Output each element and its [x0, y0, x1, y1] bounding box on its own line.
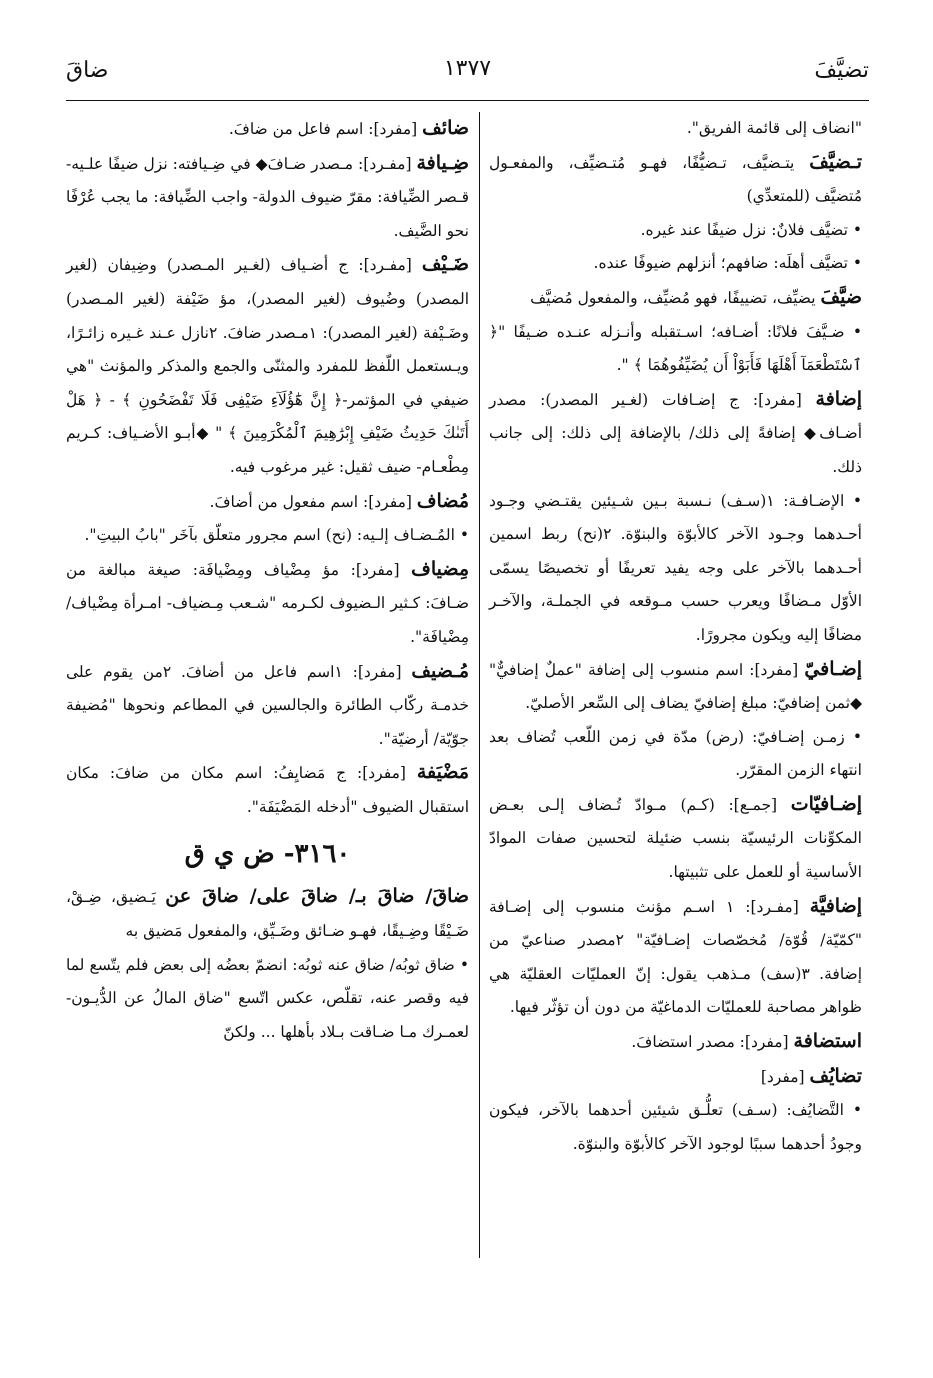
entry-headword: إضافيَّة: [809, 894, 862, 917]
entry-text: • التَّضايُف: (سـف) تعلُّـق شيئين أحدهما بالآخر، فيكون وجودُ أحدهما سببًا لوجود الآخر كالأبوّة والبنوّة.: [489, 1101, 862, 1153]
dictionary-entry: [489, 485, 862, 653]
entry-headword: مُضاف: [416, 489, 469, 512]
entry-headword: ضَـيْف: [421, 253, 469, 276]
dictionary-entry: [489, 112, 862, 146]
entry-headword: تضايُف: [809, 1064, 862, 1087]
dictionary-entry: [489, 1094, 862, 1161]
entry-text: • الإضـافـة: ١(سـف) نـسبة بـين شـيئين يقتـضي وجـود أحـدهما وجـود الآخر كالأبوّة والبنوّة. ٢(نح) ربط اسمين أحـدهما بالآخر على وجه يفيد تعريفًا أو تخصيصًا يسمّى الأوّل مـضافًا ويعرب حسب مـوقعه في الجملـة، والآخـر مضافًا إليه ويكون مجرورًا.: [489, 491, 862, 644]
entry-headword: مَضْيَفة: [416, 761, 469, 784]
entry-headword: إضـافيّ: [804, 657, 862, 680]
dictionary-entry: [489, 247, 862, 281]
right-column: [489, 112, 862, 1161]
entry-text: يضيِّف، تضييفًا، فهو مُضيِّف، والمفعول مُضيَّف: [530, 288, 821, 307]
dictionary-entry: [489, 281, 862, 316]
entry-text: [مفـرد]: مـصدر ضـافَ◆ في ضِـيافته: نزل ضيفًا علـيه- قـصر الضِّيافة: مقرّ ضيوف الدولة- واجب الضِّيافة: ما يجب عُرْفًا نحو الضَّيف.: [66, 154, 469, 240]
left-column: [66, 112, 469, 1049]
dictionary-entry: [489, 1025, 862, 1060]
entry-text: [مفرد]: اسم فاعل من ضافَ.: [228, 120, 423, 138]
entry-text: [مفـرد]: ١ اسـم مؤنث منسوب إلى إضـافة "كمّيّة/ قُوّة/ مُخصّصات إضـافيّة" ٢مصدر صناعيّ من إضافة. ٣(سف) مـذهب يقول: إنّ العمليّات العقليّة هي ظواهر مصاحبة للعمليّات الدماغيّة من دون أن تؤثّر فيها.: [489, 897, 863, 1017]
dictionary-entry: [489, 383, 862, 485]
entry-text: يتـضيَّف، تـضيُّفًا، فهـو مُتـضيِّف، والمفعـول مُتضيَّف (للمتعدِّي): [489, 153, 862, 206]
dictionary-entry: [66, 880, 469, 948]
entry-text: "انضاف إلى قائمة الفريق".: [686, 119, 862, 137]
entry-headword: إضافة: [815, 387, 862, 410]
dictionary-entry: [66, 147, 469, 249]
entry-headword: ضِـيافة: [416, 151, 469, 174]
dictionary-entry: [489, 788, 862, 890]
dictionary-entry: [489, 721, 862, 788]
entry-text: • ضاق ثوبُه/ ضاق عنه ثوبُه: انضمّ بعضُه إلى بعض فلم يتّسع لما فيه وقصر عنه، تقلّص، عكس اتّسع "ضاق المالُ عن الدُّيـون- لعمـرك مـا ضـاقت بـلاد بأهلها ... ولكنّ: [66, 955, 469, 1041]
entry-text: [مفرد]: اسم مفعول من أضافَ.: [209, 492, 417, 511]
header-rule: [66, 100, 869, 101]
page-number: ١٣٧٧: [443, 56, 492, 81]
dictionary-entry: [489, 146, 862, 214]
dictionary-entry: [66, 949, 469, 1050]
entry-text: [مفرد]: ج مَضايِفُ: اسم مكان من ضافَ: مكان استقبال الضيوف "أدخله المَضْيَفَة".: [66, 764, 469, 816]
entry-text: [مفرد]: مصدر استضافَ.: [631, 1033, 794, 1052]
running-headword-right: تضيَّفَ: [814, 58, 869, 83]
entry-text: • المُـضـاف إلـيه: (نح) اسم مجرور متعلّق بآخَر "بابُ البيتِ".: [84, 526, 469, 545]
dictionary-entry: [66, 485, 469, 520]
dictionary-entry: [489, 1060, 862, 1095]
page-header: [66, 50, 869, 98]
running-headword-left: ضاقَ: [66, 58, 109, 83]
entry-text: [مفرد]: [760, 1067, 810, 1086]
dictionary-entry: [489, 653, 862, 721]
dictionary-entry: [66, 248, 469, 484]
entry-text: يَـضيق، ضِـقْ، ضَـيْقًا وضِـيقًا، فهـو ضـائق وضَـيِّق، والمفعول مَضيق به: [66, 888, 469, 941]
entry-text: [مفرد]: اسم منسوب إلى إضافة "عملٌ إضافيٌّ" ◆ثمن إضافيّ: مبلغ إضافيّ يضاف إلى السِّعر الأصليّ.: [489, 660, 862, 713]
dictionary-entry: [489, 890, 862, 1025]
dictionary-entry: [66, 553, 469, 655]
entry-headword: ضائف: [422, 117, 469, 139]
entry-headword: استضافة: [793, 1030, 862, 1053]
entry-text: [مفرد]: ج إضـافات (لغـير المصدر): مصدر أضـاف◆ إضافةً إلى ذلك/ بالإضافة إلى ذلك: إلى جانب ذلك.: [489, 390, 862, 476]
entry-text: • تضيَّف فلانٌ: نزل ضيفًا عند غيره.: [640, 220, 862, 239]
dictionary-entry: [489, 316, 862, 383]
entry-text: • زمـن إضـافيّ: (رض) مدّة في زمن اللّعب تُضاف بعد انتهاء الزمن المقرّر.: [489, 727, 862, 780]
dictionary-entry: [489, 214, 862, 248]
entry-headword: مُـضيف: [411, 659, 469, 682]
column-divider: [479, 112, 480, 1258]
entry-headword: ضيَّفَ: [820, 285, 862, 308]
dictionary-entry: [66, 112, 469, 147]
entry-text: [مفـرد]: ج أضـياف (لغـير المـصدر) وضِيفان (لغير المصدر) وضُيوف (لغير المصدر)، مؤ ضَيْفة (لغير المـصدر) وضَـيْفة (لغير المصدر): ١مـصدر ضافَ. ٢نازل عـند غـيره زائـرًا، ويـستعمل اللّفظ للمفرد والمثنّى والجمع والمذكر والمؤنث "هي ضيفي في المؤتمر-﴿ إِنَّ هَٰٓؤُلَآءِ ضَيْفِى فَلَا تَفْضَحُونِ ﴾ - ﴿ هَلْ أَتَىٰكَ حَدِيثُ ضَيْفِ إِبْرَٰهِيمَ ٱلْمُكْرَمِينَ ﴾ " ◆أبـو الأضـياف: كـريم مِطْعـام- ضيف ثقيل: غير مرغوب فيه.: [66, 256, 469, 476]
dictionary-entry: [66, 756, 469, 824]
entry-headword: مِضياف: [411, 557, 469, 580]
entry-headword: تـضيَّفَ: [809, 150, 862, 173]
dictionary-entry: [66, 655, 469, 757]
entry-text: • تضيَّف أهلَه: ضافهم؛ أنزلهم ضيوفًا عنده.: [593, 254, 862, 273]
entry-headword: إضـافيّات: [790, 792, 862, 815]
entry-text: [مفرد]: مؤ مِضْياف ومِضْيافَة: صيغة مبالغة من ضـافَ: كـثير الـضيوف لكـرمه "شـعب مِـضياف- امـرأة مِضْياف/مِضْيافَة".: [66, 560, 469, 646]
entry-text: • ضـيَّفَ فلانًا: أضـافه؛ اسـتقبله وأنـزله عنـده ضـيفًا "﴿ ٱسْتَطْعَمَآ أَهْلَهَا فَأَبَوْاْ أَن يُضَيِّفُوهُمَا ﴾ ".: [489, 322, 862, 375]
entry-headword: ضاقَ/ ضاقَ بـ/ ضاقَ على/ ضاقَ عن: [165, 885, 470, 908]
entry-text: [مفرد]: ١اسم فاعل من أضافَ. ٢من يقوم على خدمـة ركّاب الطائرة والجالسين في المطاعم ونحوها "مُضيفة جوّيّة/ أرضيّة".: [66, 662, 469, 748]
root-heading: ٣١٦٠- ض ي ق: [184, 839, 351, 870]
dictionary-entry: [66, 519, 469, 553]
entry-text: [جمـع]: (كـم) مـوادّ تُـضاف إلـى بعـض المكوِّنات الرئيسيّة بنسب ضئيلة لتحسين صفات الموادّ الأساسية أو للعمل على تثبيتها.: [489, 795, 862, 882]
